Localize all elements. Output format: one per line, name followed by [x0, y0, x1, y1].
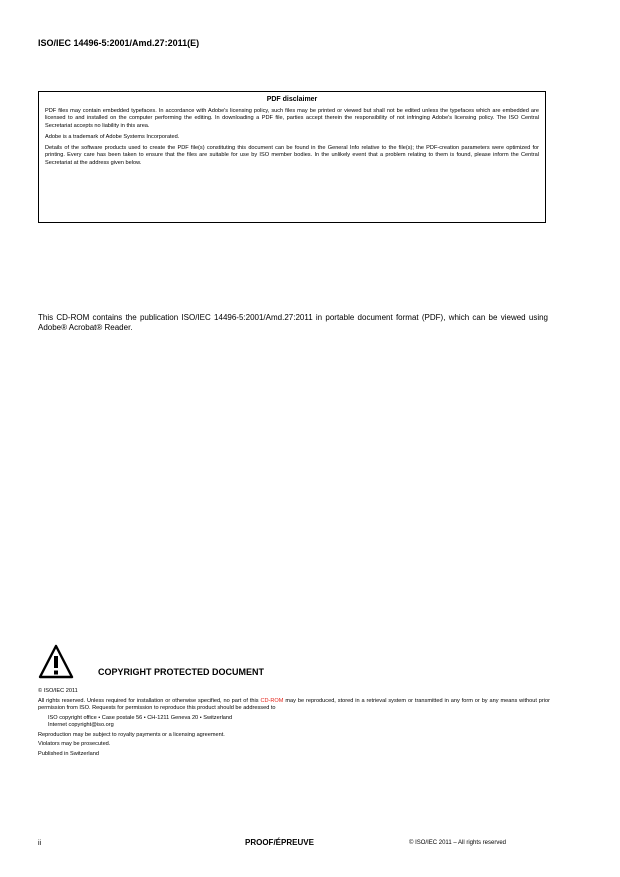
copyright-internet: Internet copyright@iso.org	[48, 722, 114, 729]
disclaimer-paragraph-2: Adobe is a trademark of Adobe Systems Incorporated.	[45, 133, 180, 140]
footer-page-number: ii	[38, 840, 42, 847]
rights-text-after: may be reproduced, stored in a retrieval system or transmitted in any form or by any means without prior permission from ISO. Requests for permission to reproduce this product should be addressed to	[38, 697, 550, 712]
copyright-block	[38, 688, 550, 760]
disclaimer-title: PDF disclaimer	[266, 96, 318, 103]
royalty-notice: Reproduction may be subject to royalty payments or a licensing agreement.	[38, 731, 225, 738]
disclaimer-paragraph-3: Details of the software products used to create the PDF file(s) constituting this document can be found in the General Info relative to the file(s); the PDF-creation parameters were optimized for printing. Every care has been taken to ensure that the files are suitable for use by ISO member bodies. In the unlikely event that a problem relating to them is found, please inform the Central Secretariat at the address given below.	[45, 144, 539, 166]
cd-rom-highlight: CD-ROM	[260, 697, 284, 704]
published-notice: Published in Switzerland	[38, 750, 99, 757]
warning-triangle-icon	[38, 644, 74, 680]
copyright-notice: © ISO/IEC 2011	[38, 688, 78, 694]
footer-proof-label: PROOF/ÉPREUVE	[245, 838, 314, 847]
copyright-rights	[38, 698, 550, 713]
violators-notice: Violators may be prosecuted.	[38, 741, 111, 748]
footer-copyright: © ISO/IEC 2011 – All rights reserved	[409, 840, 507, 846]
disclaimer-paragraph-1: PDF files may contain embedded typefaces. In accordance with Adobe's licensing policy, such files may be printed or viewed but shall not be edited unless the typefaces which are embedded are licensed to and installed on the computer performing the editing. In downloading a PDF file, parties accept therein the responsibility of not infringing Adobe's licensing policy. The ISO Central Secretariat accepts no liability in this area.	[45, 107, 539, 130]
rights-text-before: All rights reserved. Unless required for installation or otherwise specified, no part of this	[38, 697, 261, 704]
cdrom-description: This CD-ROM contains the publication ISO/IEC 14496-5:2001/Amd.27:2011 in portable document format (PDF), which can be viewed using Adobe® Acrobat® Reader.	[38, 313, 548, 333]
copyright-office-address: ISO copyright office • Case postale 56 • CH-1211 Geneva 20 • Switzerland	[48, 714, 233, 721]
copyright-title: COPYRIGHT PROTECTED DOCUMENT	[98, 667, 265, 677]
document-header-id: ISO/IEC 14496-5:2001/Amd.27:2011(E)	[38, 38, 200, 48]
pdf-disclaimer-box	[38, 91, 546, 223]
